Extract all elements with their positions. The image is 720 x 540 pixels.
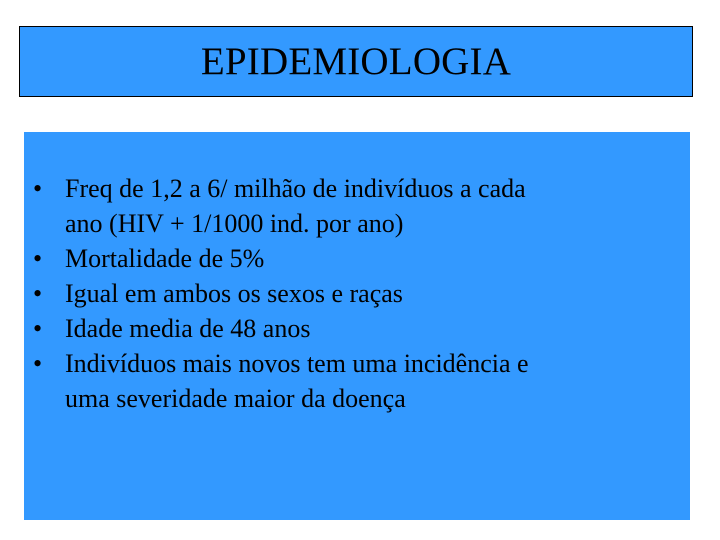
bullet-item [31,241,671,276]
bullet-item [31,311,671,346]
content-box [24,132,690,520]
bullet-text: Igual em ambos os sexos e raças [65,279,403,308]
bullet-line: Indivíduos mais novos tem uma incidência e [65,349,529,378]
bullet-text: Mortalidade de 5% [65,244,265,273]
bullet-marker: • [33,279,43,308]
title-box [19,26,693,97]
bullet-text [65,346,671,416]
bullet-marker: • [33,314,43,343]
bullet-item [31,346,671,416]
bullet-text [65,171,671,241]
slide-title: EPIDEMIOLOGIA [200,40,512,83]
bullet-marker: • [33,174,43,203]
bullet-marker: • [33,244,43,273]
bullet-line: Freq de 1,2 a 6/ milhão de indivíduos a cada [65,174,526,203]
bullet-item [31,171,671,241]
bullet-list [31,171,671,416]
bullet-marker: • [33,349,43,378]
bullet-line: uma severidade maior da doença [65,384,406,413]
bullet-item [31,276,671,311]
bullet-text: Idade media de 48 anos [65,314,311,343]
bullet-line: ano (HIV + 1/1000 ind. por ano) [65,209,404,238]
